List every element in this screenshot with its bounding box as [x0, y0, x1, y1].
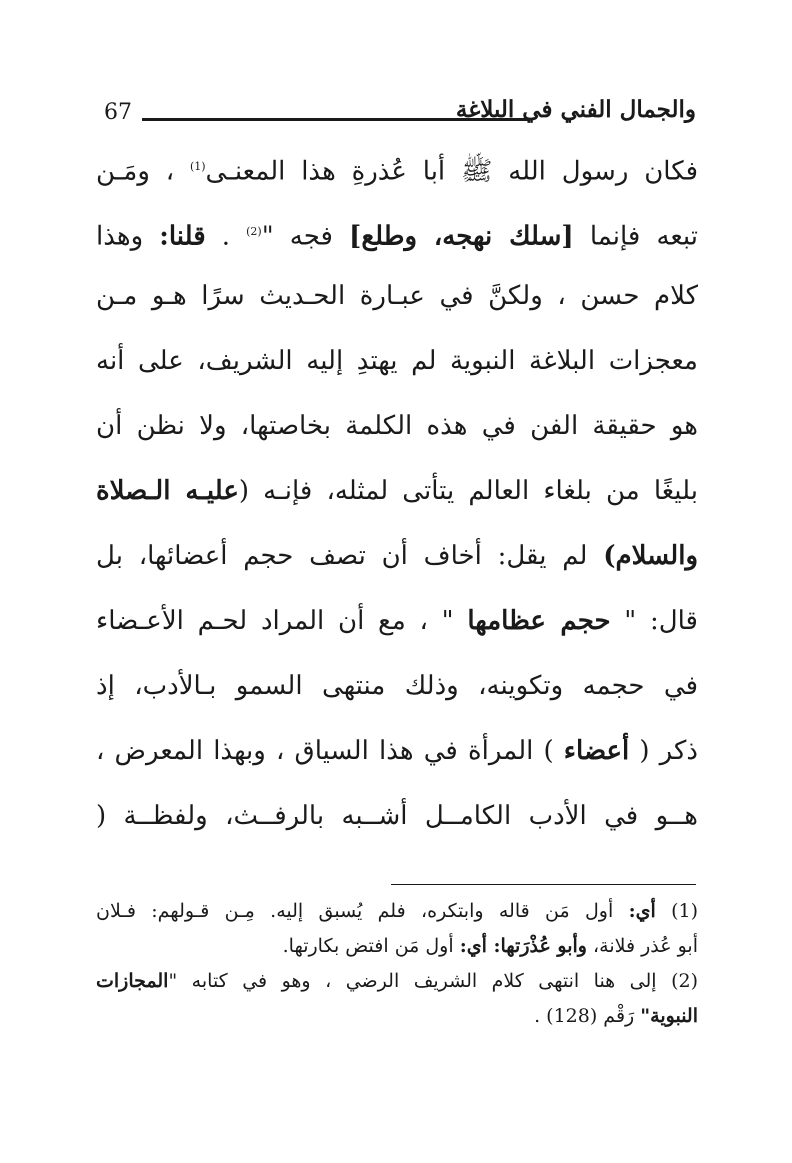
text-segment: في حجمه وتكوينه، وذلك منتهى السمو بـالأدب، إذ — [96, 671, 698, 701]
text-segment: " ، مع أن المراد لحـم الأعـضاء — [96, 606, 468, 636]
bold-text: حجم عظامها — [467, 606, 611, 636]
text-segment: بليغًا من بلغاء العالم يتأتى لمثله، فإنـه ( — [238, 476, 698, 506]
text-line — [96, 784, 698, 849]
text-line — [96, 654, 698, 719]
bold-text: أي: — [628, 900, 656, 922]
running-header — [104, 96, 696, 136]
text-segment: (1) — [655, 900, 698, 922]
text-segment: هو حقيقة الفن في هذه الكلمة بخاصتها، ولا نظن أن — [96, 411, 698, 441]
text-line — [96, 264, 698, 329]
bold-text: النبوية" — [640, 1005, 698, 1027]
text-segment: تبعه فإنما — [573, 221, 698, 252]
footnote-reference: (2) — [246, 225, 262, 238]
text-segment: قال: " — [610, 606, 698, 636]
footnote-line — [96, 999, 698, 1034]
text-segment: ، ومَـن — [96, 156, 190, 187]
body-text — [96, 134, 698, 849]
text-segment: أول مَن افتض بكارتها. — [282, 935, 460, 957]
text-line — [96, 589, 698, 654]
text-line — [96, 199, 698, 264]
footnote-line — [96, 894, 698, 929]
footnote-reference: (1) — [189, 160, 206, 173]
text-line — [96, 459, 698, 524]
footnotes — [96, 894, 698, 1034]
text-segment: . — [205, 221, 247, 252]
footnote-line — [96, 929, 698, 964]
text-segment: وهذا — [96, 221, 160, 252]
text-line — [96, 719, 698, 784]
text-line — [96, 394, 698, 459]
text-line — [96, 329, 698, 394]
running-title: والجمال الفني في البلاغة — [455, 96, 696, 123]
bold-text: [سلك نهجه، وطلع] — [349, 221, 574, 252]
footnote-separator — [391, 884, 696, 885]
page-number: 67 — [104, 100, 132, 125]
text-segment: فكان رسول الله ﷺ أبا عُذرةِ هذا المعنـى — [205, 156, 698, 187]
text-segment: لم يقل: أخاف أن تصف حجم أعضائها، بل — [96, 541, 604, 571]
text-segment: أبو عُذر فلانة، — [586, 935, 698, 957]
text-segment: أول مَن قاله وابتكره، فلم يُسبق إليه. مِـن قـولهم: فـلان — [96, 900, 629, 922]
text-segment: (2) إلى هنا انتهى كلام الشريف الرضي ، وهو في كتابه " — [168, 970, 698, 992]
bold-text: عليـه الـصلاة — [96, 476, 239, 506]
text-segment: ذكر ( — [629, 736, 698, 766]
bold-text: المجازات — [96, 970, 169, 992]
bold-text: قلنا: — [159, 221, 206, 252]
bold-text: والسلام) — [603, 541, 698, 571]
footnote-line — [96, 964, 698, 999]
text-segment: هــو في الأدب الكامــل أشــبه بالرفــث، ولفظــة ( — [96, 801, 698, 831]
text-line — [96, 134, 698, 199]
text-segment: رَقْم (128) . — [534, 1005, 641, 1027]
text-line — [96, 524, 698, 589]
text-segment: كلام حسن ، ولكنَّ في عبـارة الحـديث سرًا هـو مـن — [96, 281, 698, 311]
bold-text: أعضاء — [563, 736, 630, 766]
text-segment: ) المرأة في هذا السياق ، وبهذا المعرض ، — [96, 736, 564, 766]
text-segment: معجزات البلاغة النبوية لم يهتدِ إليه الشريف، على أنه — [96, 346, 698, 376]
text-segment: فجه " — [261, 221, 350, 252]
bold-text: وأبو عُذْرَتها: أي: — [459, 935, 587, 957]
